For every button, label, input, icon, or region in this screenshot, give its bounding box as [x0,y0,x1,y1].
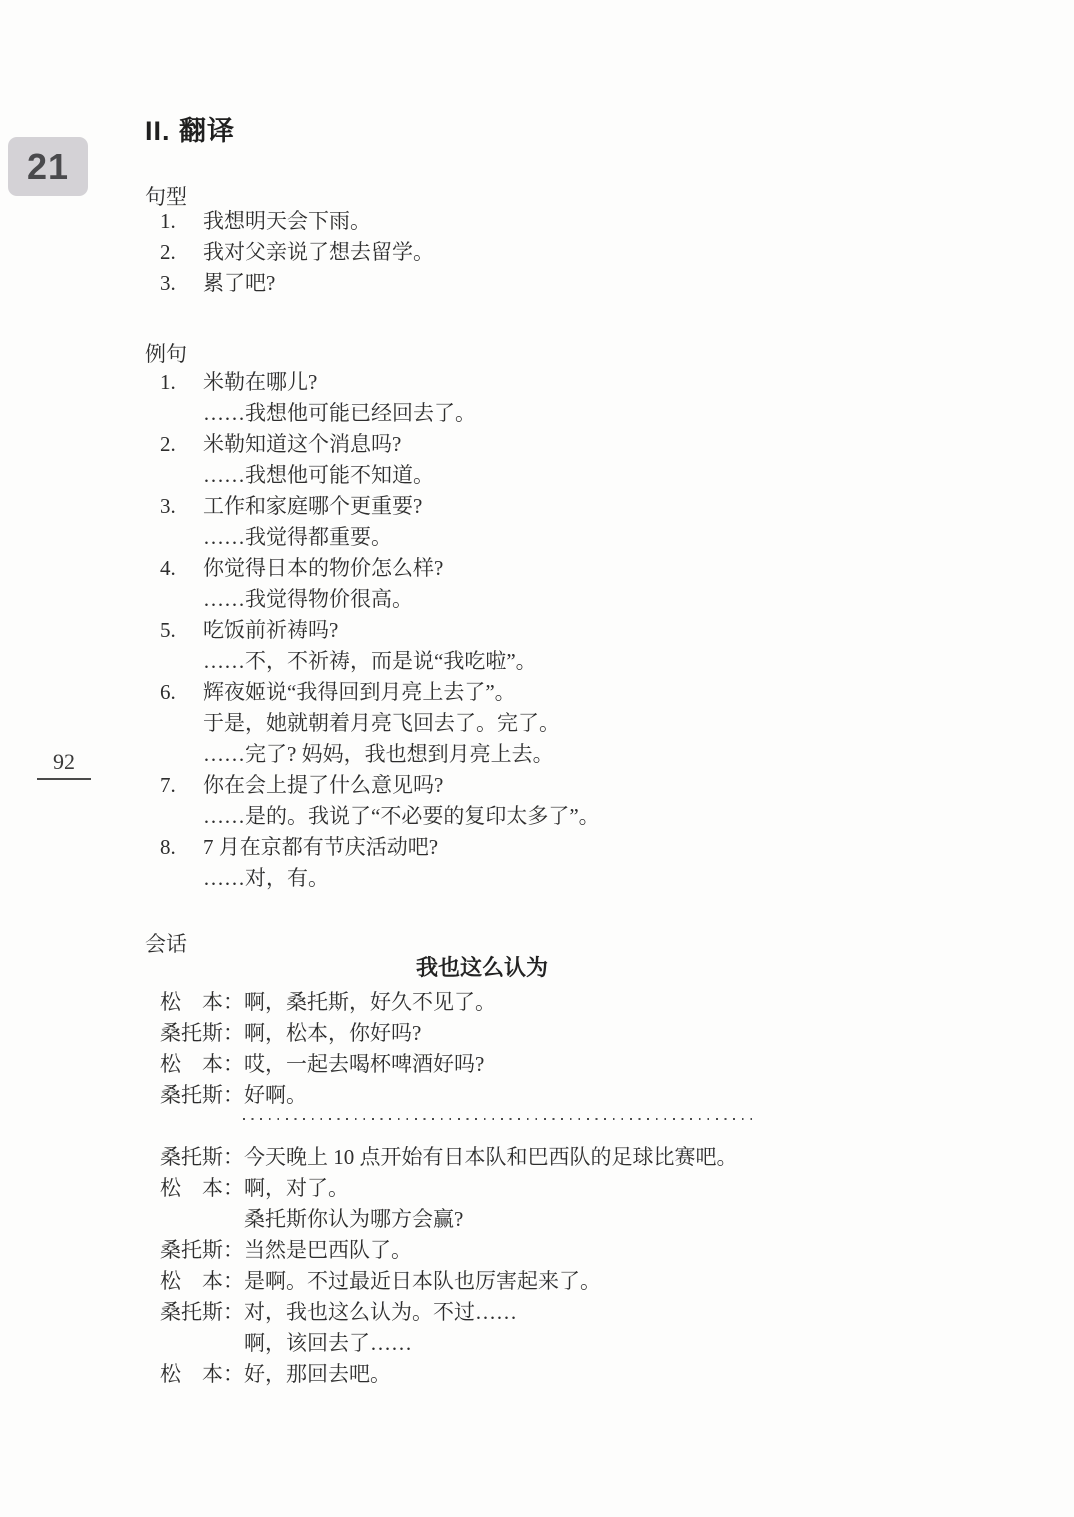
speaker-colon: ： [223,1176,244,1200]
label-example-sentences: 例句 [145,342,187,366]
list-item [160,268,434,299]
item-number: 2. [160,240,176,264]
speaker-name: 松 本 [160,990,223,1014]
dialogue-text: 啊，该回去了…… [244,1331,412,1355]
item-number: 6. [160,680,176,704]
dialogue-text: 啊，对了。 [244,1176,349,1200]
dialogue-line [160,1266,755,1297]
item-text: 米勒在哪儿? [203,370,318,394]
item-text: 吃饭前祈祷吗? [203,618,339,642]
item-text: 累了吧? [203,271,276,295]
dialogue-text: 是啊。不过最近日本队也厉害起来了。 [244,1269,601,1293]
item-text: 于是，她就朝着月亮飞回去了。完了。 [203,711,560,735]
item-text: ……完了? 妈妈，我也想到月亮上去。 [203,742,554,766]
item-text: 工作和家庭哪个更重要? [203,494,423,518]
item-text: 米勒知道这个消息吗? [203,432,402,456]
item-text: ……对，有。 [203,866,329,890]
list-item [160,677,600,708]
speaker-colon: ： [223,1238,244,1262]
item-text: ……我觉得物价很高。 [203,587,413,611]
list-item [160,770,600,801]
dialogue-line [160,1173,755,1204]
item-text: 你觉得日本的物价怎么样? [203,556,444,580]
dialogue-line [160,987,755,1018]
speaker-colon: ： [223,1145,244,1169]
section-heading-translation: II. 翻译 [145,116,236,146]
chapter-number-tab [8,137,88,196]
speaker-name: 桑托斯 [160,1021,223,1045]
dialogue-line [160,1235,755,1266]
item-number: 7. [160,773,176,797]
dialogue-text: 当然是巴西队了。 [244,1238,412,1262]
speaker-colon: ： [223,1052,244,1076]
dialogue-line [160,1359,755,1390]
list-item [160,206,434,237]
dialogue-line [160,1018,755,1049]
conversation-title: 我也这么认为 [415,955,548,980]
dialogue-text: 今天晚上 10 点开始有日本队和巴西队的足球比赛吧。 [244,1145,738,1169]
item-number: 5. [160,618,176,642]
dialogue-line [160,1297,755,1328]
item-text: ……我觉得都重要。 [203,525,392,549]
item-text: 我对父亲说了想去留学。 [203,240,434,264]
speaker-name: 桑托斯 [160,1145,223,1169]
dialogue-line [160,1328,755,1359]
list-item [160,237,434,268]
list-item [160,615,600,646]
dialogue-text: 桑托斯你认为哪方会赢? [244,1207,464,1231]
dialogue-line [160,1204,755,1235]
speaker-name: 松 本 [160,1052,223,1076]
example-sentences-list [160,367,600,894]
speaker-colon: ： [223,1021,244,1045]
item-number: 1. [160,370,176,394]
item-text: ……不，不祈祷，而是说“我吃啦”。 [203,649,537,673]
dialogue-text: 好啊。 [244,1083,307,1107]
dialogue-text: 啊，松本，你好吗? [244,1021,422,1045]
list-item [160,553,600,584]
chapter-number: 21 [26,145,70,187]
dialogue-line [160,1080,755,1111]
item-text: 你在会上提了什么意见吗? [203,773,444,797]
item-number: 2. [160,432,176,456]
label-conversation: 会话 [145,932,187,956]
sentence-patterns-list [160,206,434,299]
speaker-name: 松 本 [160,1176,223,1200]
list-item [160,367,600,398]
item-text: 7 月在京都有节庆活动吧? [203,835,439,859]
list-item [160,429,600,460]
dialogue-line [160,1142,755,1173]
item-number: 3. [160,494,176,518]
speaker-name: 桑托斯 [160,1238,223,1262]
dialogue-line [160,1049,755,1080]
dialogue-text: 对，我也这么认为。不过…… [244,1300,517,1324]
label-sentence-patterns: 句型 [145,185,187,209]
item-text: ……我想他可能已经回去了。 [203,401,476,425]
dialogue-text: 啊，桑托斯，好久不见了。 [244,990,496,1014]
item-text: ……我想他可能不知道。 [203,463,434,487]
page-number: 92 [37,749,91,780]
speaker-name: 松 本 [160,1269,223,1293]
speaker-name: 桑托斯 [160,1300,223,1324]
item-number: 3. [160,271,176,295]
dotted-divider [243,1118,755,1120]
speaker-colon: ： [223,990,244,1014]
speaker-name: 桑托斯 [160,1083,223,1107]
speaker-colon: ： [223,1083,244,1107]
conversation-dialogue [160,987,755,1390]
item-number: 8. [160,835,176,859]
item-text: 辉夜姬说“我得回到月亮上去了”。 [203,680,516,704]
speaker-colon: ： [223,1269,244,1293]
item-number: 1. [160,209,176,233]
item-number: 4. [160,556,176,580]
list-item [160,491,600,522]
dialogue-text: 哎，一起去喝杯啤酒好吗? [244,1052,485,1076]
item-text: 我想明天会下雨。 [203,209,371,233]
speaker-name: 松 本 [160,1362,223,1386]
speaker-colon: ： [223,1362,244,1386]
dialogue-text: 好，那回去吧。 [244,1362,391,1386]
speaker-colon: ： [223,1300,244,1324]
item-text: ……是的。我说了“不必要的复印太多了”。 [203,804,600,828]
list-item [160,832,600,863]
